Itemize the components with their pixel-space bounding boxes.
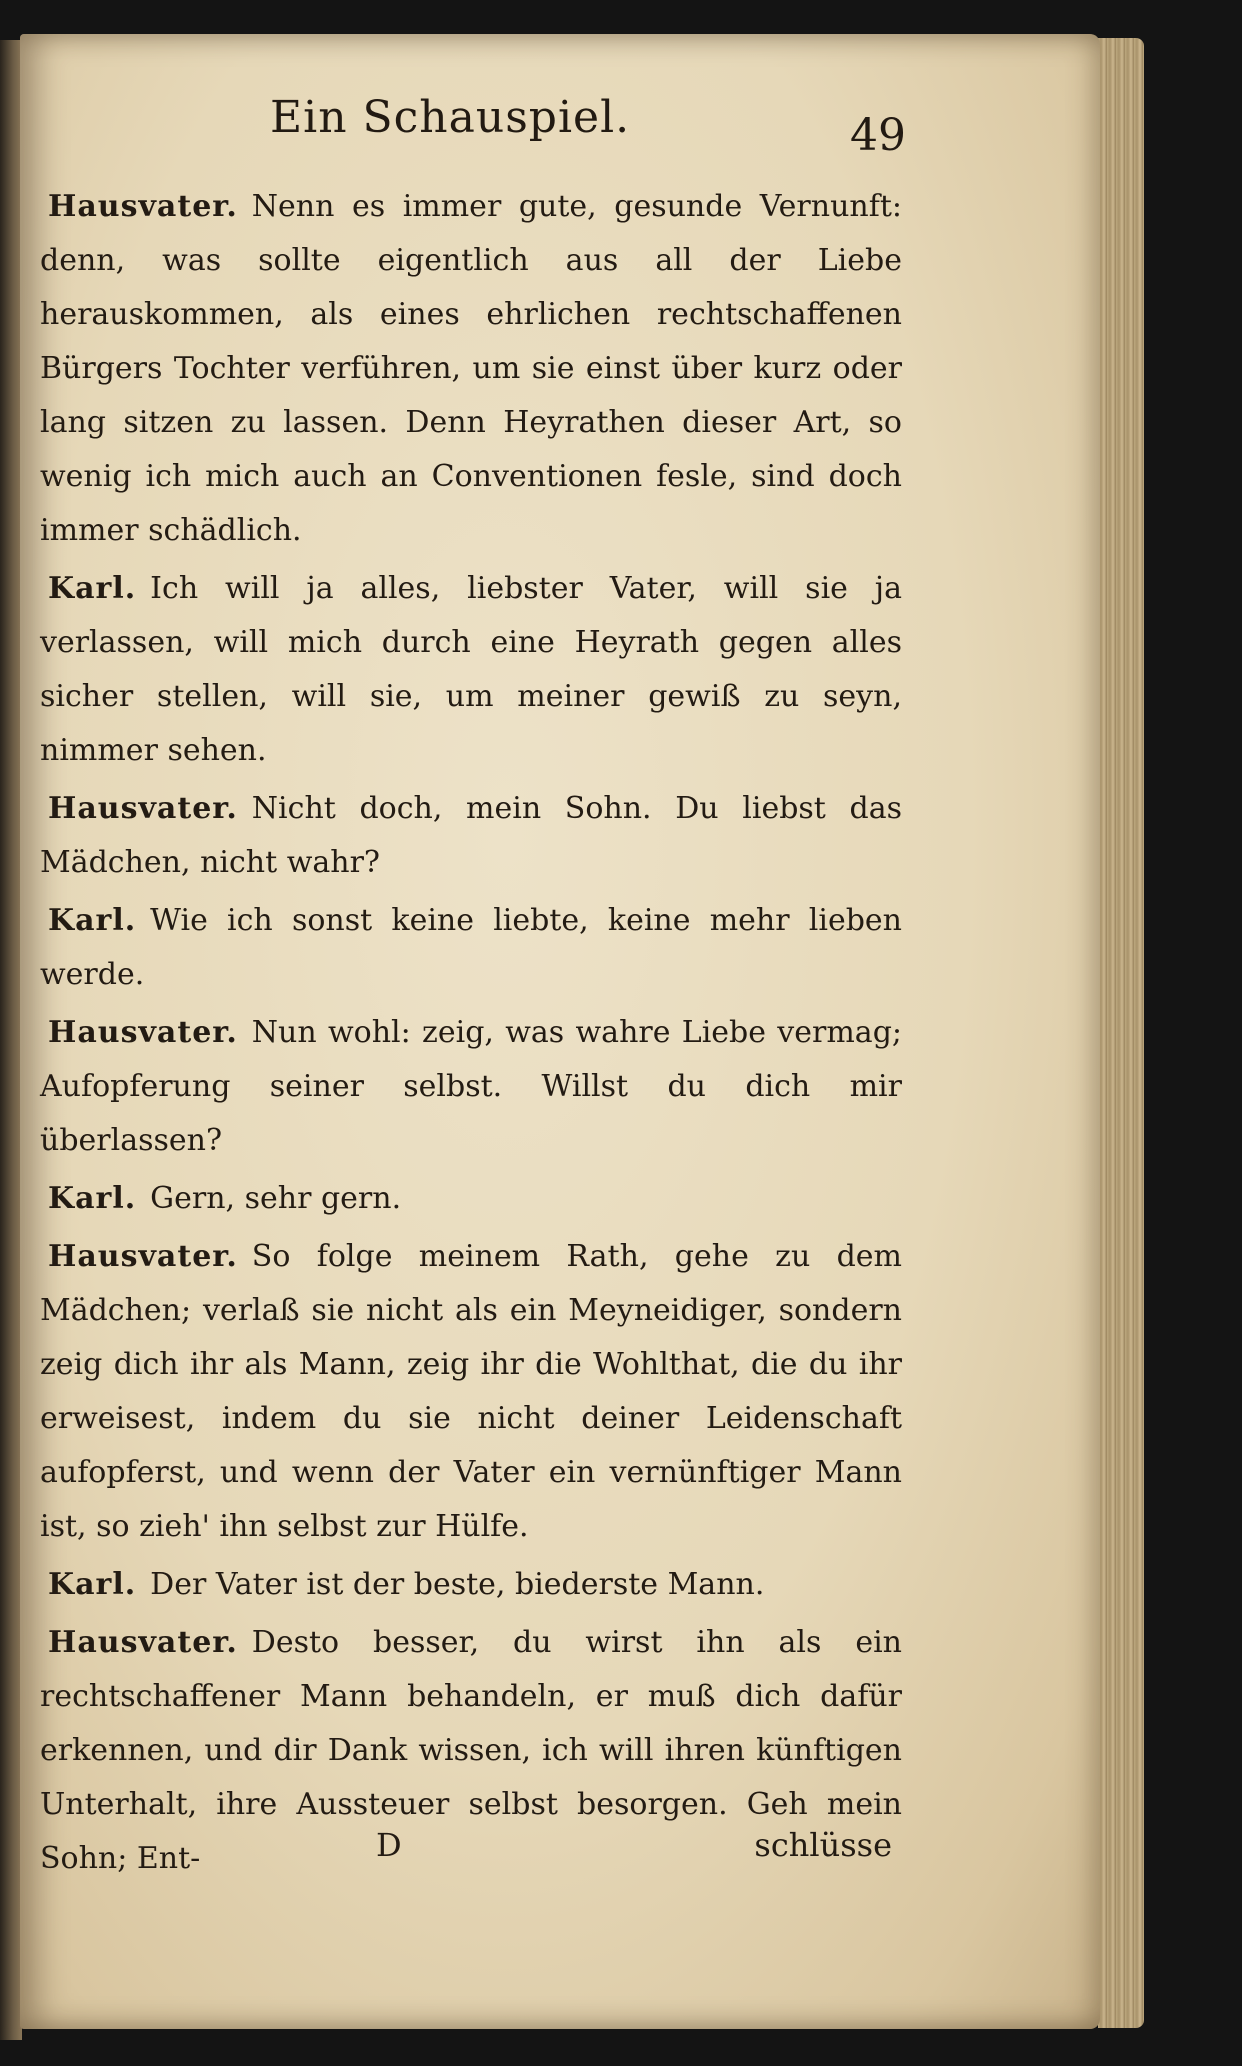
speaker-name: Hausvater. (48, 1625, 238, 1660)
speaker-name: Hausvater. (48, 1239, 238, 1274)
dialogue-paragraph (40, 782, 902, 890)
speech-text: Gern, sehr gern. (150, 1181, 402, 1216)
dialogue-paragraph (40, 1006, 902, 1168)
dialogue-paragraph (40, 562, 902, 778)
speaker-name: Hausvater. (48, 189, 238, 224)
page-stack-edge (1098, 38, 1144, 2028)
dialogue-paragraph (40, 894, 902, 1002)
dialogue-text (40, 180, 902, 1890)
catchword: schlüsse (754, 1826, 892, 1864)
dialogue-paragraph (40, 180, 902, 558)
speaker-name: Hausvater. (48, 791, 238, 826)
signature-mark: D (376, 1826, 402, 1864)
speaker-name: Karl. (48, 1567, 137, 1602)
speech-text: Nun wohl: zeig, was wahre Liebe vermag; Aufopferung seiner selbst. Willst du dich mir überlassen? (40, 1015, 902, 1158)
running-head: Ein Schauspiel. (270, 92, 631, 143)
speech-text: Ich will ja alles, liebster Vater, will sie ja verlassen, will mich durch eine Heyrath gegen alles sicher stellen, will sie, um meiner gewiß zu seyn, nimmer sehen. (40, 571, 902, 768)
dialogue-paragraph (40, 1558, 902, 1612)
speech-text: Desto besser, du wirst ihn als ein rechtschaffener Mann behandeln, er muß dich dafür erkennen, und dir Dank wissen, ich will ihren künftigen Unterhalt, ihre Aussteuer selbst besorgen. Geh mein Sohn; Ent- (40, 1625, 902, 1876)
speech-text: Nenn es immer gute, gesunde Vernunft: denn, was sollte eigentlich aus all der Liebe herauskommen, als eines ehrlichen rechtschaffenen Bürgers Tochter verführen, um sie einst über kurz oder lang sitzen zu lassen. Denn Heyrathen dieser Art, so wenig ich mich auch an Conventionen fesle, sind doch immer schädlich. (40, 189, 902, 548)
speech-text: So folge meinem Rath, gehe zu dem Mädchen; verlaß sie nicht als ein Meyneidiger, sondern zeig dich ihr als Mann, zeig ihr die Wohlthat, die du ihr erweisest, indem du sie nicht deiner Leidenschaft aufopferst, und wenn der Vater ein vernünftiger Mann ist, so zieh' ihn selbst zur Hülfe. (40, 1239, 902, 1544)
speaker-name: Karl. (48, 903, 137, 938)
speaker-name: Hausvater. (48, 1015, 238, 1050)
speaker-name: Karl. (48, 1181, 137, 1216)
speech-text: Wie ich sonst keine liebte, keine mehr lieben werde. (40, 903, 902, 992)
left-page-edge (0, 40, 22, 2040)
speech-text: Nicht doch, mein Sohn. Du liebst das Mädchen, nicht wahr? (40, 791, 902, 880)
speaker-name: Karl. (48, 571, 137, 606)
speech-text: Der Vater ist der beste, biederste Mann. (150, 1567, 765, 1602)
dialogue-paragraph (40, 1172, 902, 1226)
page-number: 49 (850, 110, 906, 161)
dialogue-paragraph (40, 1230, 902, 1554)
